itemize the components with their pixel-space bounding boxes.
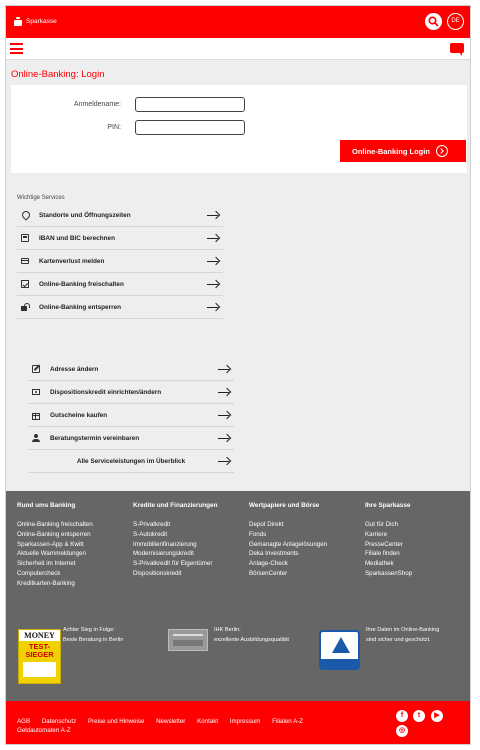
footer-link[interactable]: Aktuelle Warnmeldungen — [17, 550, 86, 558]
username-label: Anmeldename: — [73, 101, 121, 108]
tuv-certificate-badge — [319, 630, 360, 670]
service-label: Gutscheine kaufen — [50, 411, 108, 419]
service-item-unlock[interactable] — [17, 296, 223, 319]
footer-column-sparkasse — [365, 502, 412, 579]
legal-link-atms[interactable]: Geldautomaten A-Z — [17, 727, 71, 734]
money-testsieger-badge — [18, 629, 61, 684]
service-item-vouchers[interactable] — [28, 404, 234, 427]
footer-link[interactable]: BörsenCenter — [249, 569, 288, 577]
legal-link-agb[interactable]: AGB — [17, 718, 31, 725]
checkbox-icon — [21, 280, 29, 288]
footer-link[interactable]: Modernisierungskredit — [133, 550, 194, 558]
footer — [6, 491, 470, 701]
service-item-locations[interactable] — [17, 204, 223, 227]
money-brand: MONEY — [19, 630, 60, 641]
arrow-right-icon — [207, 234, 219, 242]
arrow-right-icon — [218, 411, 230, 419]
brand-name: Sparkasse — [26, 18, 57, 25]
badge-text-line: Achter Sieg in Folge: — [63, 627, 115, 633]
footer-link[interactable]: Gut für Dich — [365, 521, 399, 528]
service-item-iban[interactable] — [17, 227, 223, 250]
money-badge-text — [63, 626, 123, 645]
badge-text-line: Ihre Daten im Online-Banking — [366, 627, 440, 633]
ihk-badge-text — [214, 626, 289, 645]
page-title: Online-Banking: Login — [11, 69, 105, 80]
twitter-icon[interactable]: t — [413, 710, 425, 722]
service-label: Standorte und Öffnungszeiten — [39, 211, 131, 219]
services-list — [17, 204, 223, 319]
footer-link[interactable]: Sicherheit im Internet — [17, 560, 76, 568]
badge-detail — [23, 662, 56, 677]
login-form — [11, 85, 467, 173]
arrow-right-icon — [218, 388, 230, 396]
footer-link[interactable]: SparkassenShop — [365, 569, 413, 577]
tuv-badge-text — [366, 626, 439, 645]
legal-link-privacy[interactable]: Datenschutz — [41, 718, 77, 725]
arrow-right-icon — [207, 211, 219, 219]
footer-link[interactable]: Karriere — [365, 530, 388, 538]
footer-link[interactable]: S-Autokredit — [133, 530, 168, 538]
chat-icon[interactable] — [450, 43, 464, 53]
youtube-icon[interactable]: ▶ — [431, 710, 443, 722]
footer-column-banking — [17, 502, 93, 589]
badge-text-line: exzellente Ausbildungsqualität — [214, 636, 289, 643]
browser-frame — [5, 5, 471, 745]
legal-link-branches[interactable]: Filialen A-Z — [272, 718, 304, 725]
card-icon — [21, 258, 29, 264]
legal-link-newsletter[interactable]: Newsletter — [156, 718, 186, 725]
footer-link[interactable]: Gemanagte Anlagelösungen — [249, 540, 328, 548]
footer-link[interactable]: Fonds — [249, 530, 267, 538]
arrow-right-icon — [218, 365, 230, 373]
service-label: IBAN und BIC berechnen — [39, 234, 115, 242]
footer-column-credit — [133, 502, 218, 579]
calculator-icon — [21, 234, 29, 242]
sparkasse-logo[interactable] — [14, 17, 57, 26]
arrow-right-icon — [218, 434, 230, 442]
pin-label: PIN: — [107, 124, 121, 131]
badge-text-line: sind sicher und geschützt. — [366, 636, 431, 643]
arrow-right-icon — [207, 280, 219, 288]
footer-link[interactable]: PresseCenter — [365, 540, 403, 548]
service-label: Online-Banking entsperren — [39, 303, 122, 311]
all-services-link[interactable] — [28, 450, 234, 473]
award-badges — [6, 626, 470, 686]
footer-link[interactable]: Anlage-Check — [249, 560, 288, 568]
service-label: Online-Banking freischalten — [39, 280, 124, 288]
bottom-bar — [6, 701, 470, 745]
unlock-icon — [21, 303, 29, 311]
footer-heading: Wertpapiere und Börse — [249, 502, 320, 509]
arrow-right-icon — [218, 457, 230, 465]
footer-link[interactable]: Online-Banking freischalten — [17, 521, 93, 528]
all-services-label: Alle Serviceleistungen im Überblick — [76, 457, 186, 465]
service-label: Dispositionskredit einrichten/ändern — [50, 388, 162, 396]
footer-link[interactable]: Dispositionskredit — [133, 569, 182, 577]
top-header — [6, 6, 470, 38]
services-heading: Wichtige Services — [17, 195, 65, 201]
nav-bar — [6, 38, 470, 60]
badge-text-line: Beste Beratung in Berlin — [63, 636, 124, 643]
login-button[interactable] — [340, 140, 466, 162]
facebook-icon[interactable]: f — [396, 710, 408, 722]
footer-link[interactable]: Kreditkarten-Banking — [17, 579, 75, 587]
service-label: Kartenverlust melden — [39, 257, 105, 265]
arrow-circle-icon — [436, 145, 448, 157]
service-item-address[interactable] — [28, 358, 234, 381]
footer-link[interactable]: Deka Investments — [249, 550, 299, 558]
language-button[interactable]: DE — [447, 13, 464, 30]
arrow-right-icon — [207, 257, 219, 265]
footer-link[interactable]: S-Privatkredit — [133, 521, 171, 528]
badge-text-line: IHK Berlin: — [214, 627, 241, 633]
legal-link-prices[interactable]: Preise und Hinweise — [87, 718, 145, 725]
legal-links — [17, 717, 347, 735]
search-icon — [428, 16, 439, 27]
footer-link[interactable]: Immobilienfinanzierung — [133, 540, 197, 548]
service-item-appointment[interactable] — [28, 427, 234, 450]
footer-link[interactable]: Online-Banking entsperren — [17, 530, 91, 538]
arrow-right-icon — [207, 303, 219, 311]
tuv-triangle-icon — [332, 637, 350, 653]
footer-heading: Rund ums Banking — [17, 502, 76, 509]
legal-link-imprint[interactable]: Impressum — [229, 718, 261, 725]
service-label: Beratungstermin vereinbaren — [50, 434, 140, 442]
location-icon — [21, 211, 29, 219]
money-icon — [32, 389, 40, 395]
menu-icon[interactable] — [10, 43, 23, 54]
footer-link[interactable]: S-Privatkredit für Eigentümer — [133, 560, 213, 568]
search-button[interactable] — [425, 13, 442, 30]
legal-link-contact[interactable]: Kontakt — [197, 718, 219, 725]
login-button-label: Online-Banking Login — [352, 146, 430, 156]
more-services-list — [28, 358, 234, 473]
gift-icon — [32, 413, 40, 420]
ihk-badge — [168, 629, 208, 651]
tuv-bar — [321, 659, 358, 668]
footer-column-securities — [249, 502, 327, 579]
service-item-activate[interactable] — [17, 273, 223, 296]
user-icon — [32, 434, 40, 442]
footer-link[interactable]: Filiale finden — [365, 550, 400, 558]
username-input[interactable] — [135, 97, 245, 112]
footer-link[interactable]: Depot Direkt — [249, 521, 284, 528]
service-item-card-loss[interactable] — [17, 250, 223, 273]
edit-icon — [32, 365, 40, 373]
footer-heading: Kredite und Finanzierungen — [133, 502, 218, 509]
footer-heading: Ihre Sparkasse — [365, 502, 411, 509]
pin-input[interactable] — [135, 120, 245, 135]
testsieger-text: TEST- SIEGER — [25, 642, 54, 659]
instagram-icon[interactable]: ◎ — [396, 725, 408, 737]
service-item-overdraft[interactable] — [28, 381, 234, 404]
service-label: Adresse ändern — [50, 365, 99, 373]
sparkasse-s-icon — [14, 17, 22, 26]
footer-link[interactable]: Mediathek — [365, 560, 394, 568]
footer-link[interactable]: Sparkassen-App & Kwitt — [17, 540, 84, 548]
footer-link[interactable]: Computercheck — [17, 569, 61, 577]
